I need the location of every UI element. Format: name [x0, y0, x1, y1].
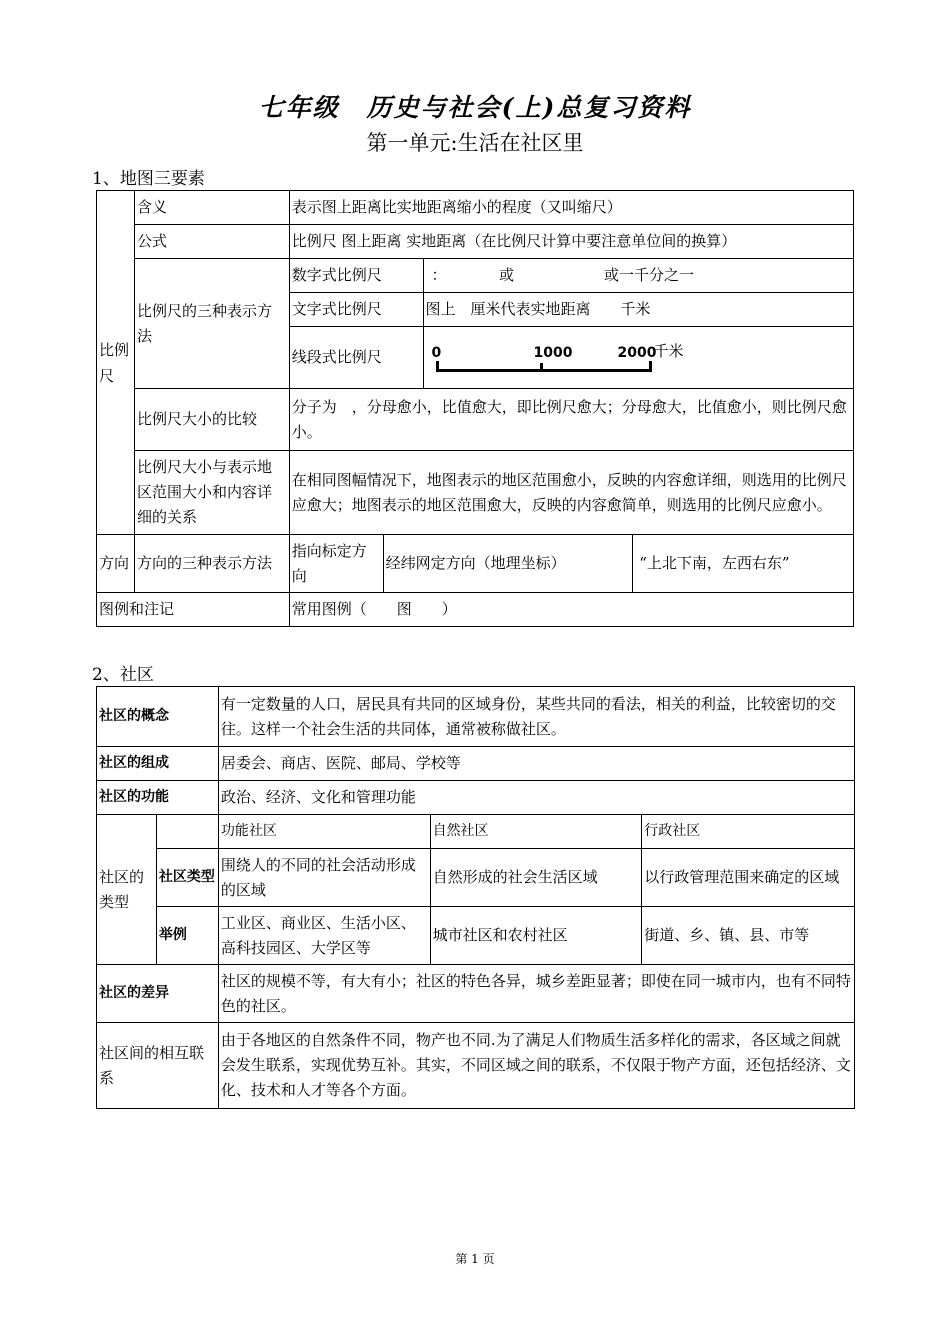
- type-functional: 围绕人的不同的社会活动形成的区域: [218, 849, 430, 907]
- composition-text: 居委会、商店、医院、邮局、学校等: [218, 747, 854, 781]
- col-admin-community: 行政社区: [642, 815, 855, 849]
- direction-method-2: 经纬网定方向（地理坐标）: [383, 535, 633, 593]
- legend-text: 常用图例（ 图 ）: [289, 593, 853, 627]
- scale-bar-tick-end: [649, 361, 652, 371]
- line-scale-label: 线段式比例尺: [289, 327, 423, 389]
- section-heading-map: 1、地图三要素: [92, 169, 205, 189]
- scale-tick-1000: 1000: [533, 344, 573, 361]
- scale-bar-line: [436, 369, 652, 372]
- scale-tick-2000: 2000: [617, 344, 657, 361]
- line-scale-graphic: [426, 335, 851, 381]
- example-row-label: 举例: [156, 907, 218, 965]
- relation-text: 在相同图幅情况下，地图表示的地区范围愈小，反映的内容愈详细，则选用的比例尺应愈大；地图表示的地区范围愈大，反映的内容愈简单，则选用的比例尺应愈小。: [289, 451, 853, 535]
- compare-text: 分子为 ，分母愈小，比值愈大，即比例尺愈大；分母愈大，比值愈小，则比例尺愈小。: [289, 389, 853, 451]
- scale-tick-0: 0: [431, 344, 442, 361]
- direction-methods-label: 方向的三种表示方法: [134, 535, 289, 593]
- example-functional: 工业区、商业区、生活小区、高科技园区、大学区等: [218, 907, 430, 965]
- difference-text: 社区的规模不等，有大有小；社区的特色各异，城乡差距显著；即使在同一城市内，也有不同特色的社区。: [218, 965, 854, 1023]
- concept-label: 社区的概念: [97, 687, 219, 747]
- three-methods-label: 比例尺的三种表示方法: [134, 259, 289, 389]
- document-title: 七年级 历史与社会(上)总复习资料: [258, 93, 692, 122]
- function-label: 社区的功能: [97, 781, 219, 815]
- numeric-scale-label: 数字式比例尺: [289, 259, 423, 293]
- function-text: 政治、经济、文化和管理功能: [218, 781, 854, 815]
- formula-text: 比例尺 图上距离 实地距离（在比例尺计算中要注意单位间的换算）: [289, 225, 853, 259]
- section-heading-community: 2、社区: [92, 665, 154, 685]
- direction-method-1: 指向标定方向: [289, 535, 383, 593]
- line-scale-cell: [423, 327, 853, 389]
- link-text: 由于各地区的自然条件不同，物产也不同.为了满足人们物质生活多样化的需求，各区域之间就会发生联系，实现优势互补。其实，不同区域之间的联系，不仅限于物产方面，还包括经济、文化、技术和人才等各个方面。: [218, 1023, 854, 1109]
- scale-bar-tick-start: [436, 361, 439, 371]
- page-number: 第 1 页: [455, 1252, 495, 1266]
- textual-scale-label: 文字式比例尺: [289, 293, 423, 327]
- type-row-label: 社区类型: [156, 849, 218, 907]
- col-natural-community: 自然社区: [430, 815, 642, 849]
- direction-label: 方向: [97, 535, 135, 593]
- formula-label: 公式: [134, 225, 289, 259]
- direction-method-3: “上北下南，左西右东”: [633, 535, 854, 593]
- col-functional-community: 功能社区: [218, 815, 430, 849]
- compare-label: 比例尺大小的比较: [134, 389, 289, 451]
- example-natural: 城市社区和农村社区: [430, 907, 642, 965]
- numeric-scale-text: ： 或 或一千分之一: [423, 259, 853, 293]
- example-admin: 街道、乡、镇、县、市等: [642, 907, 855, 965]
- relation-label: 比例尺大小与表示地区范围大小和内容详细的关系: [134, 451, 289, 535]
- scale-unit: 千米: [653, 341, 684, 360]
- legend-label: 图例和注记: [97, 593, 290, 627]
- scale-label-cell: [97, 191, 135, 535]
- concept-text: 有一定数量的人口，居民具有共同的区域身份，某些共同的看法，相关的利益，比较密切的交往。这样一个社会生活的共同体，通常被称做社区。: [218, 687, 854, 747]
- types-header-blank: [156, 815, 218, 849]
- link-label: 社区间的相互联系: [97, 1023, 219, 1109]
- type-admin: 以行政管理范围来确定的区域: [642, 849, 855, 907]
- scale-bar-tick-mid: [540, 363, 543, 371]
- textual-scale-text: 图上 厘米代表实地距离 千米: [423, 293, 853, 327]
- map-elements-table: [96, 190, 854, 627]
- scale-label: 比例尺: [99, 340, 130, 385]
- type-natural: 自然形成的社会生活区域: [430, 849, 642, 907]
- community-table: [96, 686, 855, 1109]
- difference-label: 社区的差异: [97, 965, 219, 1023]
- composition-label: 社区的组成: [97, 747, 219, 781]
- unit-subtitle: 第一单元:生活在社区里: [366, 131, 584, 155]
- types-label: 社区的类型: [97, 815, 157, 965]
- meaning-text: 表示图上距离比实地距离缩小的程度（又叫缩尺）: [289, 191, 853, 225]
- meaning-label: 含义: [134, 191, 289, 225]
